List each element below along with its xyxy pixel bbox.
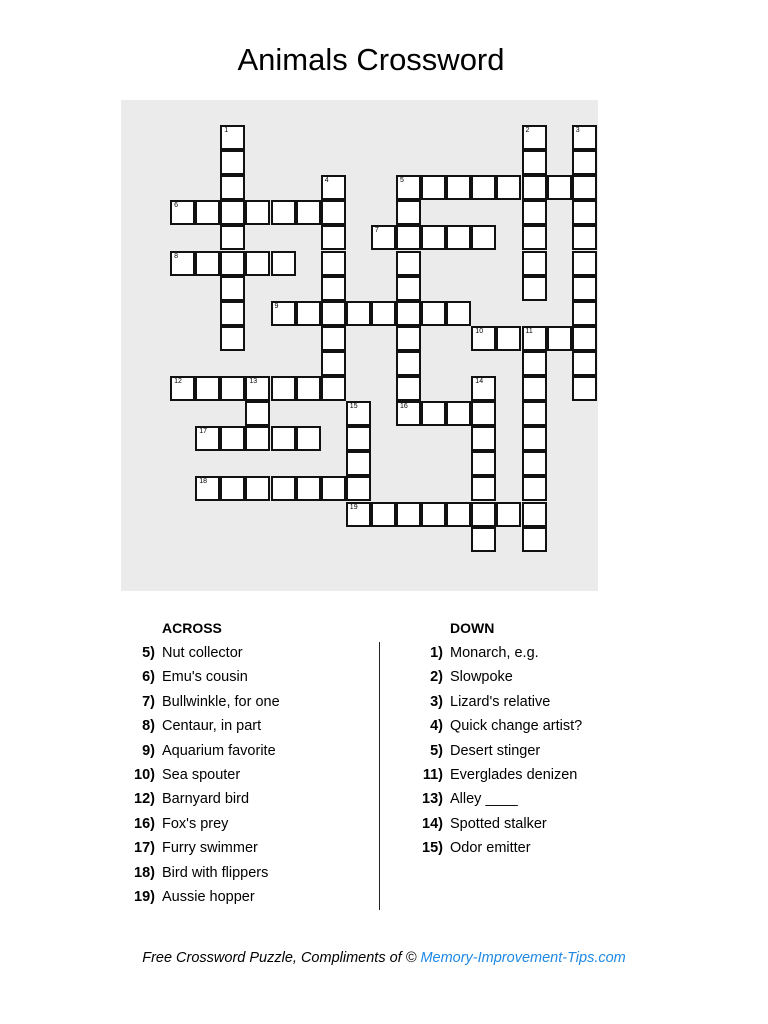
grid-cell[interactable]	[220, 125, 245, 150]
grid-cell[interactable]	[547, 175, 572, 200]
clue-text: Alley ____	[450, 791, 518, 808]
down-clue	[430, 669, 582, 693]
grid-cell[interactable]	[220, 426, 245, 451]
grid-cell[interactable]	[245, 200, 270, 225]
grid-cell[interactable]	[220, 251, 245, 276]
grid-cell-number: 9	[274, 302, 279, 310]
clue-number: 18)	[134, 864, 155, 881]
grid-cell[interactable]	[271, 301, 296, 326]
grid-cell[interactable]	[321, 351, 346, 376]
grid-cell[interactable]	[522, 175, 547, 200]
grid-cell[interactable]	[271, 200, 296, 225]
across-clue	[142, 742, 280, 767]
clue-text: Barnyard bird	[162, 791, 250, 808]
grid-cell[interactable]	[421, 175, 446, 200]
grid-cell[interactable]	[321, 276, 346, 301]
grid-cell[interactable]	[572, 301, 597, 326]
footer-link[interactable]: Memory-Improvement-Tips.com	[420, 950, 626, 966]
clue-number: 4)	[430, 718, 443, 735]
grid-cell[interactable]	[396, 251, 421, 276]
grid-cell[interactable]	[522, 351, 547, 376]
grid-cell[interactable]	[471, 326, 496, 351]
grid-cell[interactable]	[471, 476, 496, 501]
grid-cell[interactable]	[296, 426, 321, 451]
grid-cell[interactable]	[296, 476, 321, 501]
grid-cell[interactable]	[321, 326, 346, 351]
clue-number: 14)	[422, 815, 443, 832]
grid-cell[interactable]	[471, 401, 496, 426]
grid-cell-number: 13	[249, 378, 258, 385]
grid-cell[interactable]	[195, 476, 220, 501]
down-clue	[430, 693, 582, 718]
grid-cell[interactable]	[471, 376, 496, 401]
down-clue	[422, 815, 582, 840]
across-clue	[142, 718, 280, 742]
down-clue	[422, 840, 582, 864]
grid-cell[interactable]	[522, 125, 547, 150]
grid-cell[interactable]	[396, 175, 421, 200]
grid-cell[interactable]	[471, 175, 496, 200]
grid-cell[interactable]	[296, 200, 321, 225]
clue-text: Centaur, in part	[162, 718, 262, 735]
grid-cell[interactable]	[421, 301, 446, 326]
down-clue	[430, 718, 583, 742]
grid-cell-number: 17	[199, 428, 207, 436]
clue-number: 5)	[142, 645, 155, 661]
grid-cell-number: 2	[525, 127, 530, 134]
grid-cell[interactable]	[346, 426, 371, 451]
grid-cell[interactable]	[522, 225, 547, 250]
grid-cell[interactable]	[220, 376, 245, 401]
down-heading: DOWN	[450, 620, 495, 636]
grid-cell[interactable]	[245, 401, 270, 426]
across-clue	[134, 815, 280, 840]
grid-cell[interactable]	[421, 401, 446, 426]
grid-cell[interactable]	[321, 376, 346, 401]
clue-number: 6)	[142, 669, 155, 686]
grid-cell[interactable]	[471, 502, 496, 527]
grid-cell[interactable]	[271, 426, 296, 451]
grid-cell-number: 15	[349, 403, 358, 411]
grid-cell[interactable]	[346, 401, 371, 426]
grid-cell[interactable]	[471, 225, 496, 250]
clue-text: Nut collector	[162, 645, 243, 661]
clue-text: Fox's prey	[162, 815, 229, 832]
grid-cell[interactable]	[396, 200, 421, 225]
grid-cell[interactable]	[522, 426, 547, 451]
grid-cell[interactable]	[446, 225, 471, 250]
grid-cell-number: 8	[174, 252, 178, 260]
grid-cell-number: 10	[475, 327, 484, 335]
grid-cell[interactable]	[396, 326, 421, 351]
grid-cell[interactable]	[220, 301, 245, 326]
across-clue	[134, 791, 280, 815]
across-clue	[142, 645, 280, 669]
grid-cell[interactable]	[245, 476, 270, 501]
grid-cell[interactable]	[572, 276, 597, 301]
grid-cell[interactable]	[572, 150, 597, 175]
page-title: Animals Crossword	[237, 42, 505, 77]
clue-text: Everglades denizen	[450, 766, 578, 783]
grid-cell-number: 12	[174, 378, 182, 385]
grid-cell[interactable]	[446, 301, 471, 326]
grid-cell[interactable]	[195, 426, 220, 451]
grid-cell[interactable]	[396, 225, 421, 250]
grid-cell-number: 5	[400, 177, 404, 185]
grid-cell[interactable]	[572, 125, 597, 150]
grid-cell[interactable]	[346, 301, 371, 326]
grid-cell[interactable]	[170, 251, 195, 276]
down-clue	[422, 766, 582, 791]
grid-cell-number: 19	[349, 503, 358, 511]
down-clue	[430, 645, 582, 669]
grid-cell[interactable]	[572, 251, 597, 276]
clue-number: 8)	[142, 718, 155, 735]
grid-cell[interactable]	[220, 150, 245, 175]
grid-cell-number: 16	[400, 403, 408, 411]
clue-number: 1)	[430, 645, 443, 661]
grid-cell[interactable]	[296, 376, 321, 401]
clue-text: Aussie hopper	[162, 888, 255, 905]
grid-cell[interactable]	[195, 251, 220, 276]
footer-text: Free Crossword Puzzle, Compliments of ©	[142, 950, 421, 966]
clue-divider	[379, 642, 380, 910]
clue-number: 10)	[134, 766, 155, 783]
grid-cell[interactable]	[321, 200, 346, 225]
clue-number: 3)	[430, 693, 443, 710]
grid-cell[interactable]	[245, 426, 270, 451]
clue-text: Bird with flippers	[162, 864, 269, 881]
clue-text: Bullwinkle, for one	[162, 693, 280, 710]
clue-number: 17)	[134, 840, 155, 857]
grid-cell-number: 3	[575, 127, 580, 134]
grid-cell-number: 4	[324, 177, 329, 185]
grid-cell[interactable]	[346, 502, 371, 527]
grid-cell[interactable]	[522, 476, 547, 501]
clue-text: Lizard's relative	[450, 693, 551, 710]
grid-cell[interactable]	[396, 502, 421, 527]
grid-cell[interactable]	[396, 351, 421, 376]
grid-cell[interactable]	[271, 251, 296, 276]
grid-cell-number: 7	[374, 227, 379, 235]
across-heading: ACROSS	[162, 620, 222, 636]
clue-number: 9)	[142, 742, 155, 759]
grid-cell[interactable]	[572, 351, 597, 376]
grid-cell[interactable]	[522, 527, 547, 552]
grid-cell[interactable]	[220, 476, 245, 501]
down-clue	[422, 791, 582, 815]
clue-number: 12)	[134, 791, 155, 808]
clue-text: Furry swimmer	[162, 840, 258, 857]
across-clue	[142, 693, 280, 718]
grid-cell[interactable]	[496, 326, 521, 351]
clue-number: 13)	[422, 791, 443, 808]
grid-cell[interactable]	[572, 376, 597, 401]
grid-cell[interactable]	[220, 276, 245, 301]
grid-cell[interactable]	[572, 326, 597, 351]
grid-cell[interactable]	[170, 376, 195, 401]
grid-cell[interactable]	[522, 251, 547, 276]
clue-text: Slowpoke	[450, 669, 513, 686]
clue-text: Monarch, e.g.	[450, 645, 539, 661]
grid-cell[interactable]	[572, 225, 597, 250]
footer	[0, 950, 768, 966]
clue-text: Aquarium favorite	[162, 742, 276, 759]
grid-cell[interactable]	[321, 225, 346, 250]
clue-number: 5)	[430, 742, 443, 759]
clue-number: 11)	[422, 766, 443, 783]
grid-cell[interactable]	[522, 150, 547, 175]
grid-cell[interactable]	[572, 200, 597, 225]
grid-cell[interactable]	[396, 301, 421, 326]
grid-cell-number: 1	[224, 127, 229, 134]
grid-cell[interactable]	[271, 376, 296, 401]
across-clue	[134, 766, 280, 791]
across-clue	[134, 840, 280, 864]
grid-cell[interactable]	[471, 527, 496, 552]
grid-cell[interactable]	[245, 376, 270, 401]
grid-cell[interactable]	[522, 276, 547, 301]
clue-text: Desert stinger	[450, 742, 541, 759]
grid-cell[interactable]	[522, 326, 547, 351]
grid-cell[interactable]	[346, 476, 371, 501]
grid-cell[interactable]	[396, 401, 421, 426]
grid-cell[interactable]	[371, 225, 396, 250]
grid-cell[interactable]	[396, 376, 421, 401]
grid-cell[interactable]	[245, 251, 270, 276]
grid-cell[interactable]	[195, 200, 220, 225]
grid-cell[interactable]	[371, 502, 396, 527]
grid-cell[interactable]	[471, 451, 496, 476]
grid-cell[interactable]	[522, 376, 547, 401]
across-clue	[142, 669, 280, 693]
grid-cell-number: 6	[174, 202, 178, 210]
grid-cell[interactable]	[572, 175, 597, 200]
clue-number: 15)	[422, 840, 443, 857]
grid-cell-number: 14	[475, 378, 484, 385]
clue-text: Odor emitter	[450, 840, 531, 857]
grid-cell[interactable]	[446, 502, 471, 527]
across-clue	[134, 864, 280, 889]
grid-cell[interactable]	[220, 326, 245, 351]
grid-cell[interactable]	[496, 502, 521, 527]
grid-cell[interactable]	[371, 301, 396, 326]
grid-cell[interactable]	[522, 200, 547, 225]
clue-number: 16)	[134, 815, 155, 832]
clue-text: Quick change artist?	[450, 718, 583, 735]
grid-cell[interactable]	[446, 401, 471, 426]
grid-cell[interactable]	[321, 251, 346, 276]
clue-text: Spotted stalker	[450, 815, 547, 832]
grid-cell[interactable]	[220, 200, 245, 225]
clue-number: 7)	[142, 693, 155, 710]
clue-text: Sea spouter	[162, 766, 241, 783]
clue-number: 19)	[134, 888, 155, 905]
clue-text: Emu's cousin	[162, 669, 248, 686]
grid-cell[interactable]	[471, 426, 496, 451]
grid-cell[interactable]	[522, 451, 547, 476]
grid-cell[interactable]	[396, 276, 421, 301]
across-clues	[134, 620, 280, 913]
grid-cell[interactable]	[271, 476, 296, 501]
clue-number: 2)	[430, 669, 443, 686]
grid-cell[interactable]	[421, 225, 446, 250]
grid-cell[interactable]	[321, 476, 346, 501]
down-clues	[422, 620, 583, 865]
grid-cell[interactable]	[522, 502, 547, 527]
grid-cell[interactable]	[547, 326, 572, 351]
grid-cell[interactable]	[296, 301, 321, 326]
grid-cell[interactable]	[321, 301, 346, 326]
grid-cell[interactable]	[220, 225, 245, 250]
grid-cell[interactable]	[496, 175, 521, 200]
grid-cell-number: 11	[525, 327, 533, 335]
grid-cell[interactable]	[346, 451, 371, 476]
grid-cell[interactable]	[522, 401, 547, 426]
grid-cell[interactable]	[446, 175, 471, 200]
grid-cell[interactable]	[421, 502, 446, 527]
grid-cell[interactable]	[220, 175, 245, 200]
grid-cell[interactable]	[195, 376, 220, 401]
grid-cell[interactable]	[170, 200, 195, 225]
grid-cell-number: 18	[199, 478, 207, 486]
crossword-grid	[121, 100, 598, 591]
across-clue	[134, 888, 280, 913]
down-clue	[430, 742, 582, 767]
grid-cell[interactable]	[321, 175, 346, 200]
